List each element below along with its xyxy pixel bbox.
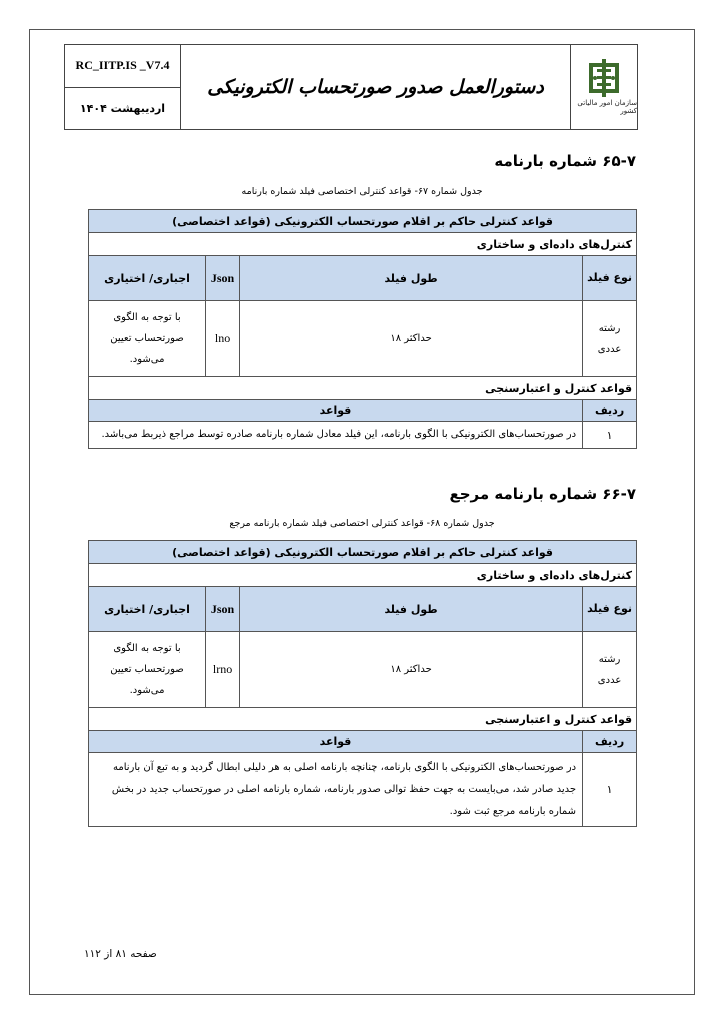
table-caption: جدول شماره ۶۸- قواعد کنترلی اختصاصی فیلد شماره بارنامه مرجع — [229, 518, 495, 529]
col-row-index: ردیف — [583, 400, 637, 422]
doc-date: اردیبهشت ۱۴۰۴ — [65, 87, 180, 130]
col-rules: قواعد — [89, 731, 583, 753]
col-rules: قواعد — [89, 400, 583, 422]
table-caption: جدول شماره ۶۷- قواعد کنترلی اختصاصی فیلد شماره بارنامه — [241, 186, 483, 197]
field-type-value: رشته عددی — [583, 301, 637, 377]
document-title: دستورالعمل صدور صورتحساب الکترونیکی — [207, 76, 544, 98]
page-number: صفحه ۸۱ از ۱۱۲ — [84, 948, 157, 960]
field-length-value: حداکثر ۱۸ — [240, 301, 583, 377]
rule-index: ۱ — [583, 753, 637, 827]
col-json: Json — [206, 256, 240, 301]
json-key-value: lno — [206, 301, 240, 377]
col-row-index: ردیف — [583, 731, 637, 753]
document-header — [64, 44, 638, 130]
data-controls-heading: کنترل‌های داده‌ای و ساختاری — [89, 564, 637, 587]
header-meta — [65, 45, 181, 129]
rule-index: ۱ — [583, 422, 637, 449]
org-logo — [570, 45, 637, 129]
data-controls-heading: کنترل‌های داده‌ای و ساختاری — [89, 233, 637, 256]
col-json: Json — [206, 587, 240, 632]
section-title: ۶۶-۷ شماره بارنامه مرجع — [449, 485, 636, 503]
org-name: سازمان امور مالیاتی کشور — [577, 99, 637, 115]
col-field-length: طول فیلد — [240, 256, 583, 301]
table-heading: قواعد کنترلی حاکم بر اقلام صورتحساب الکترونیکی (قواعد اختصاصی) — [89, 210, 637, 233]
field-type-value: رشته عددی — [583, 632, 637, 708]
col-mandatory: اجباری/ اختیاری — [89, 587, 206, 632]
json-key-value: lrno — [206, 632, 240, 708]
doc-code: RC_IITP.IS _V7.4 — [75, 58, 170, 73]
table-heading: قواعد کنترلی حاکم بر اقلام صورتحساب الکترونیکی (قواعد اختصاصی) — [89, 541, 637, 564]
col-field-type: نوع فیلد — [583, 256, 637, 301]
section-title: ۶۵-۷ شماره بارنامه — [494, 152, 636, 170]
mandatory-value: با توجه به الگوی صورتحساب تعیین می‌شود. — [89, 632, 206, 708]
spec-table — [88, 209, 637, 449]
validation-heading: قواعد کنترل و اعتبارسنجی — [89, 377, 637, 400]
tax-org-emblem-icon — [585, 59, 623, 97]
col-mandatory: اجباری/ اختیاری — [89, 256, 206, 301]
mandatory-value: با توجه به الگوی صورتحساب تعیین می‌شود. — [89, 301, 206, 377]
col-field-type: نوع فیلد — [583, 587, 637, 632]
col-field-length: طول فیلد — [240, 587, 583, 632]
field-length-value: حداکثر ۱۸ — [240, 632, 583, 708]
validation-heading: قواعد کنترل و اعتبارسنجی — [89, 708, 637, 731]
rule-text: در صورتحساب‌های الکترونیکی با الگوی بارنامه، چنانچه بارنامه اصلی به هر دلیلی ابطال گردید و به تبع آن بارنامه جدید صادر شد، می‌بایست به جهت حفظ توالی صدور بارنامه، شماره بارنامه اصلی در صورتحساب جدید در بخش شماره بارنامه مرجع ثبت شود. — [89, 753, 583, 827]
spec-table — [88, 540, 637, 827]
page-frame — [29, 29, 695, 995]
rule-text: در صورتحساب‌های الکترونیکی با الگوی بارنامه، این فیلد معادل شماره بارنامه صادره توسط مراجع ذیربط می‌باشد. — [89, 422, 583, 449]
